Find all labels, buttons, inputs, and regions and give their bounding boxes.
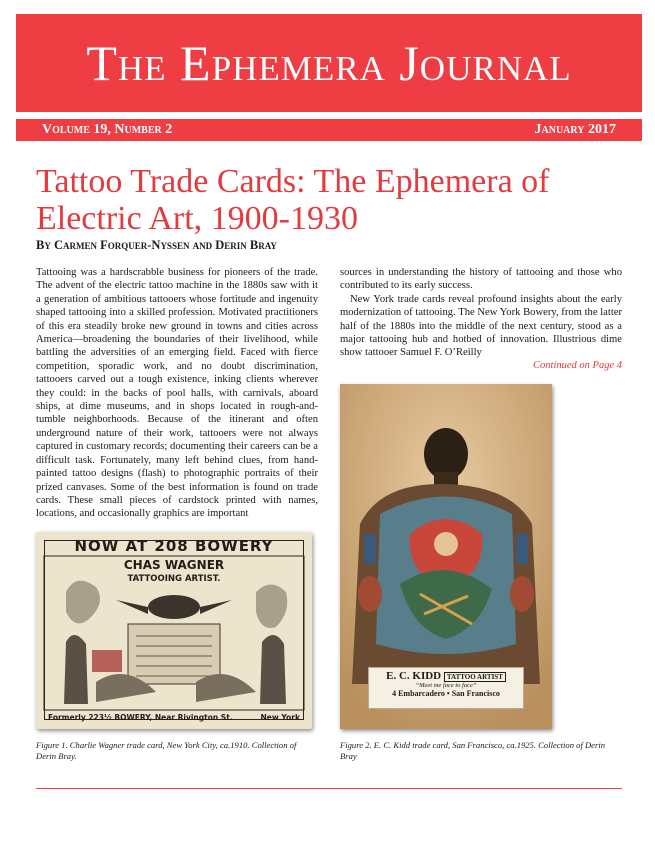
card-city: New York (260, 713, 300, 722)
kidd-tag: TATTOO ARTIST (444, 672, 506, 682)
masthead-title: The Ephemera Journal (16, 14, 642, 112)
card-subtitle: TATTOOING ARTIST. (127, 574, 221, 584)
card-name: CHAS WAGNER (123, 558, 225, 572)
footer-divider (36, 788, 622, 789)
issue-bar (16, 119, 642, 141)
article-byline: By Carmen Forquer-Nyssen and Derin Bray (36, 238, 277, 252)
figure-1-caption: Figure 1. Charlie Wagner trade card, New York City, ca.1910. Collection of Derin Bray. (36, 740, 297, 761)
issue-date: January 2017 (534, 122, 616, 137)
kidd-card-label (368, 667, 524, 709)
article-column-2 (340, 266, 622, 360)
figure-2-tattooed-back-photo (340, 384, 552, 729)
issue-volume: Volume 19, Number 2 (42, 122, 173, 137)
article-headline: Tattoo Trade Cards: The Ephemera of Electric Art, 1900-1930 (36, 163, 550, 237)
figure-1-trade-card-image (36, 532, 312, 729)
card-former-address: Formerly 223½ BOWERY, Near Rivington St. (48, 713, 233, 722)
article-column-1: Tattooing was a hardscrabble business for pioneers of the trade. The advent of the electric tattoo machine in the 1880s saw with it a generation of ambitious tattooers whose fortitude and ingenuity shaped tattooing into a skilled profession. Motivated practitioners of this era steadily broke new ground in towns and cities across America—broadening the boundaries of their livelihood, while battling the adversities of an emerging field. Faced with fierce competition, sporadic work, and no doubt discrimination, tattooers carved out a tough existence, inking clients wherever they could: in the backs of pool halls, with carnivals, aboard ships, at dime museums, and in shops located in rough-and-tumble neighborhoods. Because of the itinerant and often underground nature of their work, tattooers were not always captured in customary records; documenting their careers can be a difficult task. Fortunately, many left behind clues, from hand-painted tattoo designs (flash) to photographic portraits of their prized canvases. Some of the best information is found on trade cards. These small pieces of cardstock printed with names, locations, and occasionally graphics are important (36, 267, 318, 520)
continued-link[interactable]: Continued on Page 4 (533, 360, 622, 371)
kidd-card-name (369, 668, 523, 682)
kidd-slogan: “Meet me face to face” (415, 682, 477, 689)
kidd-address: 4 Embarcadero • San Francisco (392, 689, 500, 698)
kidd-name: E. C. KIDD (386, 670, 442, 682)
column-2-paragraph-1: sources in understanding the history of tattooing and those who contributed to its early success. (340, 267, 622, 292)
column-2-paragraph-2: New York trade cards reveal profound insights about the early modernization of tattooing. The New York Bowery, from the latter half of the 1880s into the middle of the next century, stood as a major tattooing hub and hotbed of innovation. Illustrious dime show tattooer Samuel F. O’Reilly (340, 293, 622, 359)
card-heading: NOW AT 208 BOWERY (74, 537, 274, 555)
figure-2-caption: Figure 2. E. C. Kidd trade card, San Francisco, ca.1925. Collection of Derin Bray (340, 740, 606, 761)
